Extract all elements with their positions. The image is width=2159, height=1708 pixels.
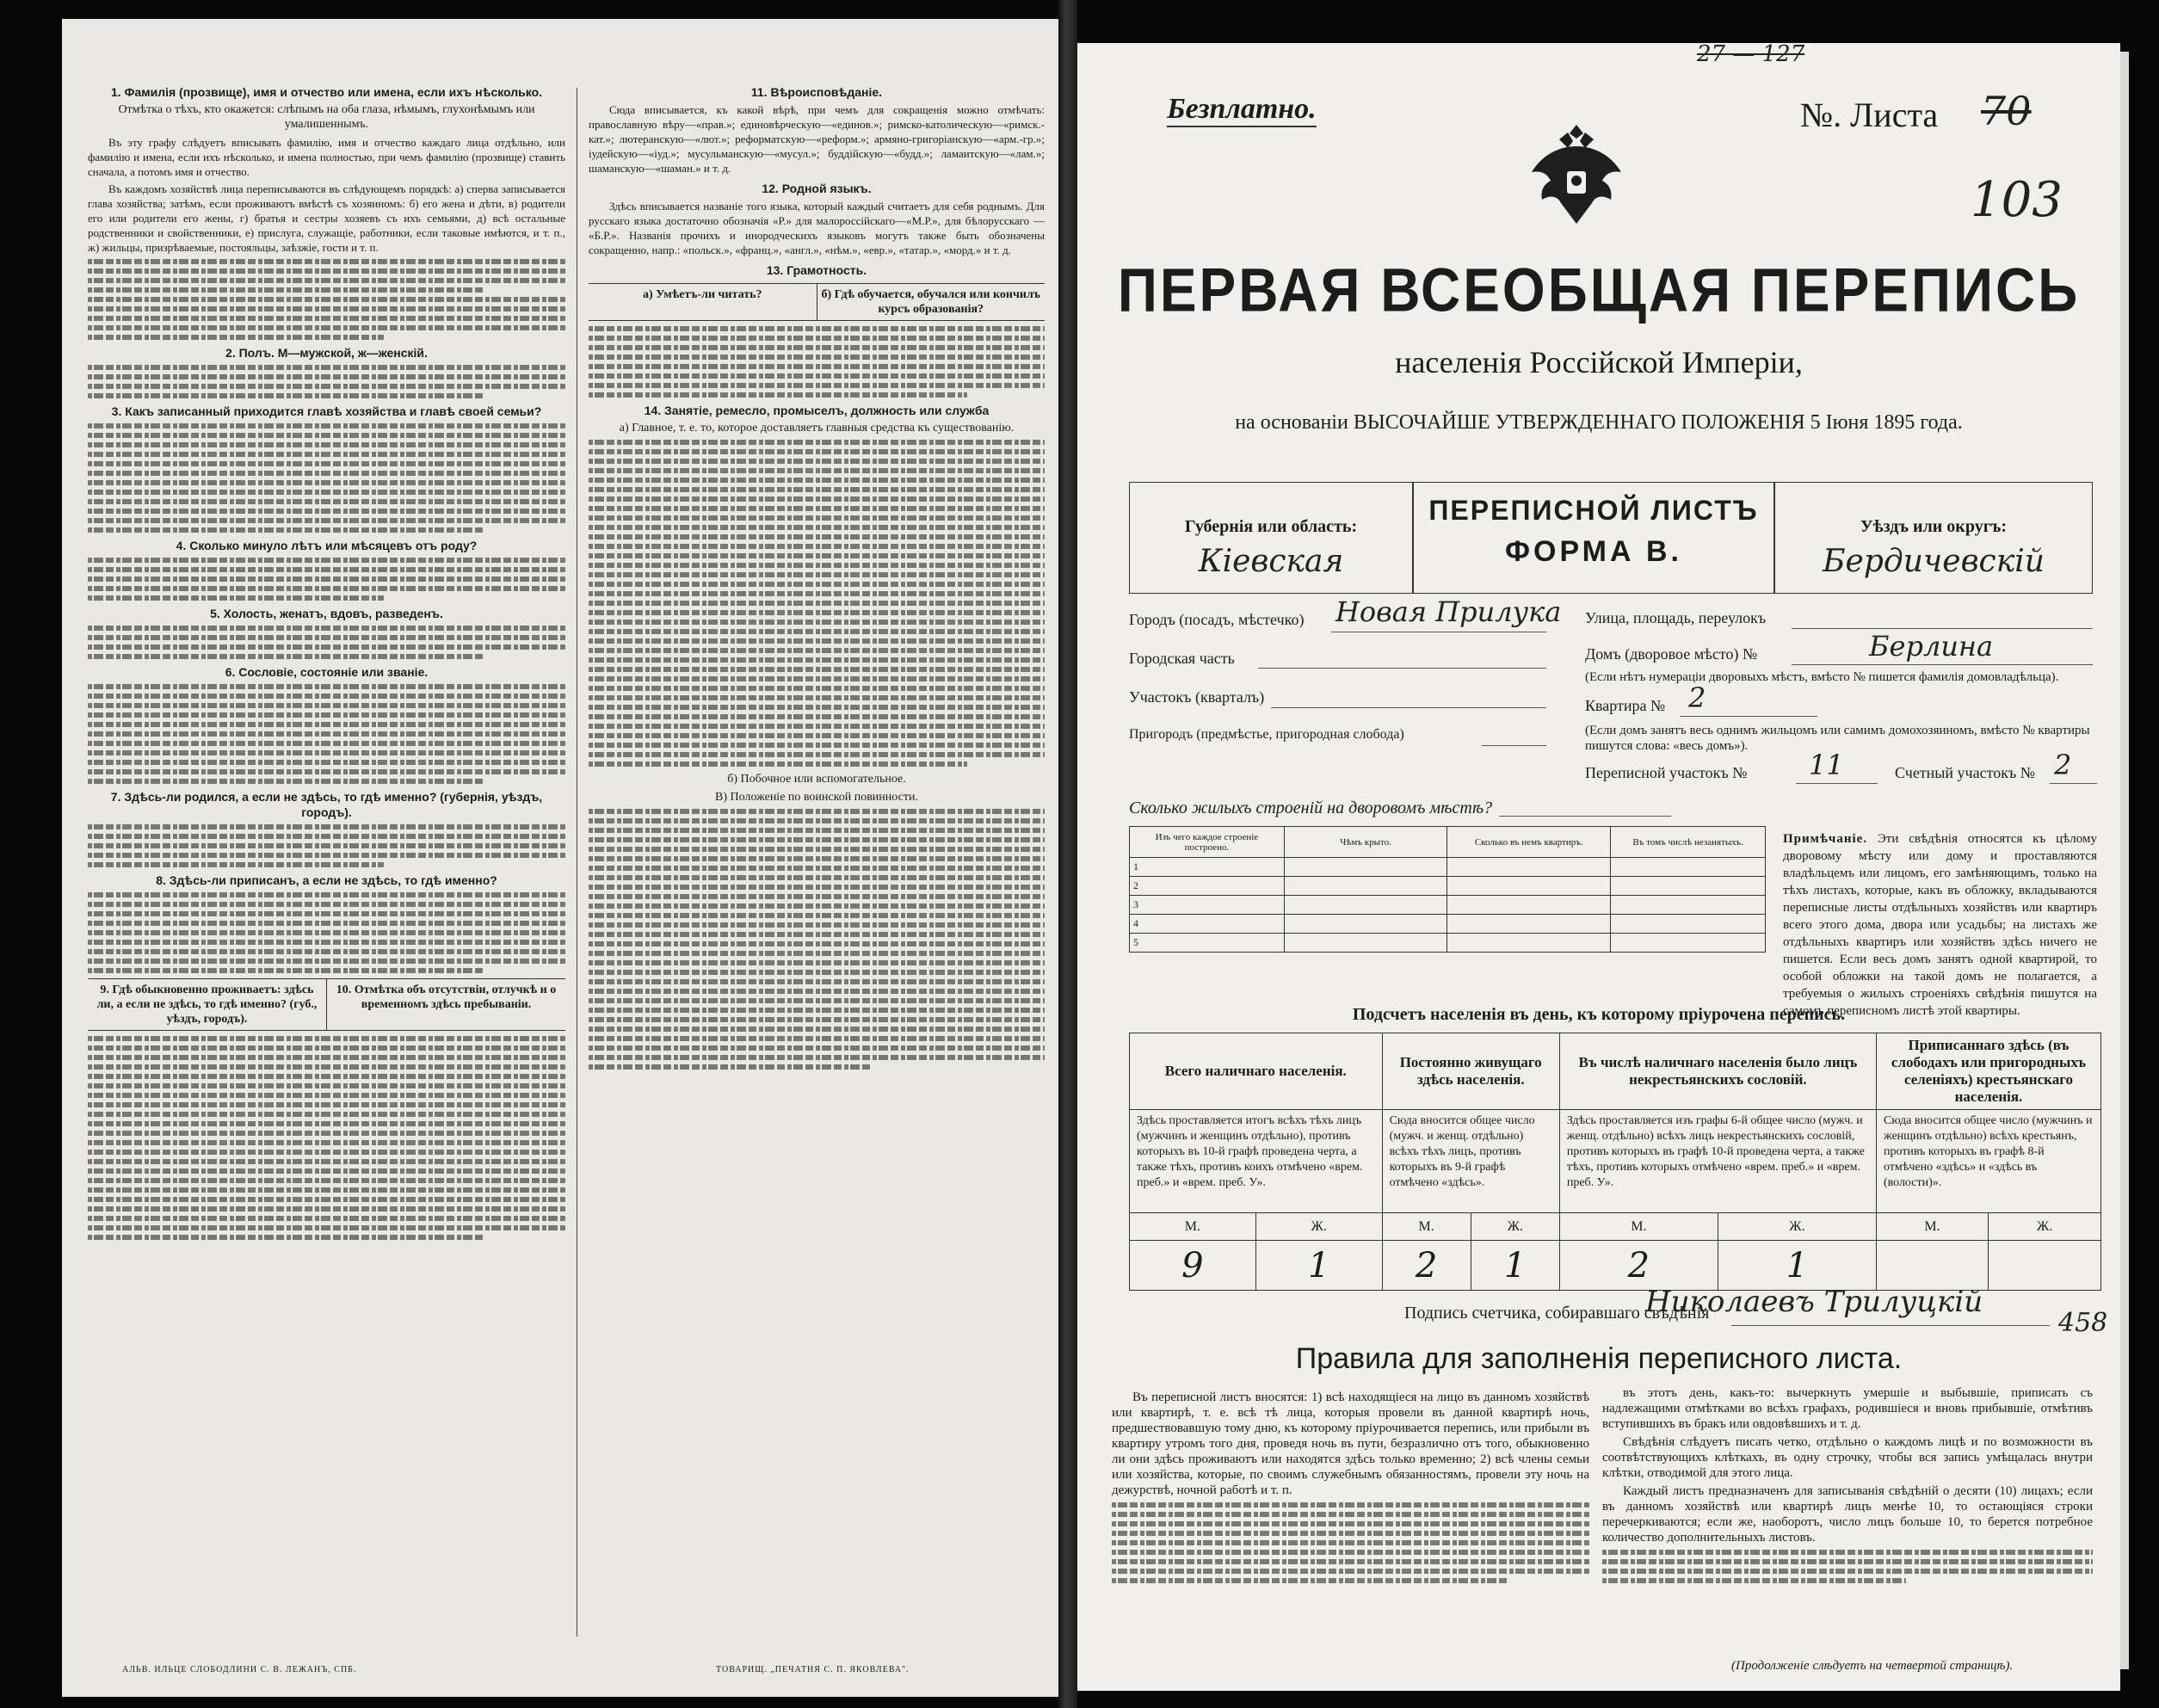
note-title: Примѣчаніе. [1783,832,1868,846]
text-lines [88,824,565,867]
table-header: Постоянно живущаго здѣсь населенія. [1382,1033,1559,1110]
district-field [1129,688,1264,706]
section-title: 11. Вѣроисповѣданіе. [750,85,883,99]
section-subtitle: б) Гдѣ обучается, обучался или кончилъ курсъ образованія? [817,284,1046,320]
form-name: ФОРМА В. [1504,535,1683,568]
paragraph: Въ переписной листъ вносятся: 1) всѣ находящіеся на лицо въ данномъ хозяйствѣ или квартирѣ, т. е. всѣ тѣ лица, которыя провели въ данной квартирѣ ночь, предшествовавшую тому дню, къ которому пріурочивается перепись, или прибыли въ квартиру утромъ того дня, проведя ночь въ пути, безразлично отъ того, обыкновенно ли они здѣсь проживаютъ или находятся здѣсь только временно; 2) всѣ члены семьи или хозяйства, которые, по своимъ служебнымъ обязанностямъ, провели эту ночь на дежурствѣ, ночной работѣ и т. п. [1112,1390,1589,1497]
table-header-row [1130,827,1766,858]
underline [2050,783,2097,784]
uezd-label: Уѣздъ или округъ: [1860,517,2008,536]
text-lines [589,326,1045,398]
paragraph: Здѣсь вписывается названіе того языка, который каждый считаетъ для себя роднымъ. Для русскаго языка достаточно обозначія «Р.» для малороссійскаго—«М.Р.», для бѣлорусскаго — «Б.Р.». Названія прочихъ и инородческихъ языковъ могутъ также быть обозначены сокращенно, напр.: «польск.», «франц.», «англ.», «нѣм.», «евр.», «татар.», «морд.» и т. д. [589,200,1045,256]
text-lines [88,423,565,533]
page-edge [2120,52,2129,1669]
paragraph: Свѣдѣнія слѣдуетъ писать четко, отдѣльно о каждомъ лицѣ и по возможности въ соотвѣтствующихъ клѣткахъ, въ одну строчку, чтобы вся запись умѣщалась внутри клѣтки, отводимой для этого лица. [1602,1435,2093,1480]
continuation-note: (Продолженіе слѣдуетъ на четвертой страницѣ). [1731,1659,2014,1673]
text-lines [589,440,1045,767]
table-row [1130,934,1766,953]
row-number: 5 [1130,934,1285,953]
female-label: Ж. [1718,1213,1876,1241]
text-lines [88,558,565,601]
count-value: 9 [1130,1241,1256,1291]
rules-column-2 [1602,1385,2093,1588]
female-label: Ж. [1471,1213,1559,1241]
row-number: 4 [1130,915,1285,934]
printer-imprint: ТОВАРИЩ. „ПЕЧАТНЯ С. П. ЯКОВЛЕВА". [716,1665,910,1674]
instructions-column-2 [589,79,1045,1075]
street-label: Улица, площадь, переулокъ [1585,609,1767,626]
underline [1792,664,2093,665]
count-district-label: Счетный участокъ № [1895,764,2035,781]
underline [1482,745,1546,746]
male-label: М. [1382,1213,1471,1241]
population-count-title: Подсчетъ населенія въ день, къ которому пріурочена перепись. [1352,1005,1846,1024]
column-description: Здѣсь проставляется изъ графы 6-й общее число (мужч. и женщ. отдѣльно) всѣхъ лицъ некрестьянскихъ сословій, противъ которыхъ въ графѣ 10-й проведена черта, а также тѣхъ, противъ которыхъ отмѣчено «врем. преб.» и «врем. преб. У». [1559,1110,1876,1213]
left-page [62,19,1058,1697]
male-label: М. [1130,1213,1256,1241]
table-row [1130,858,1766,877]
section-split-box [88,978,565,1031]
row-number: 3 [1130,896,1285,915]
table-row [1130,1213,2101,1241]
section-subtitle: а) Главное, т. е. то, которое доставляетъ главныя средства къ существованію. [619,422,1015,435]
page-mark: 458 [2058,1308,2108,1338]
suburb-label: Пригородъ (предмѣстье, пригородная слобода) [1129,727,1404,742]
sheet-number-crossed: 70 [1981,88,2032,134]
city-field [1129,595,1562,629]
table-header: Въ числѣ наличнаго населенія было лицъ некрестьянскихъ сословій. [1559,1033,1876,1110]
text-lines [88,365,565,398]
section-title: 8. Здѣсь-ли приписанъ, а если не здѣсь, то гдѣ именно? [156,873,497,887]
table-row [1130,1241,2101,1291]
house-note: (Если нѣтъ нумераціи дворовыхъ мѣстъ, вмѣсто № пишется фамилія домовладѣльца). [1585,670,2059,684]
flat-value: 2 [1688,681,1706,714]
right-page [1077,43,2120,1691]
section-title: 12. Родной языкъ. [762,182,872,195]
underline [1796,783,1878,784]
gubernia-label: Губернія или область: [1184,517,1358,536]
buildings-note [1783,830,2097,1020]
section-title: 2. Полъ. М—мужской, ж—женскій. [225,346,428,360]
underline [1792,628,2093,629]
house-label: Домъ (дворовое мѣсто) № [1585,645,1758,663]
table-header: Въ томъ числѣ незанятыхъ. [1611,827,1766,858]
uezd-value: Бердичевскій [1823,544,2045,579]
city-part-field [1129,650,1235,668]
count-value: 1 [1471,1241,1559,1291]
flat-field [1585,681,1706,715]
form-title: ПЕРЕПИСНОЙ ЛИСТЪ [1428,495,1759,526]
underline [1499,816,1671,817]
book-gutter [1058,0,1077,1708]
table-header: Сколько въ немъ квартиръ. [1447,827,1611,858]
column-description: Здѣсь проставляется итогъ всѣхъ тѣхъ лицъ (мужчинъ и женщинъ отдѣльно), противъ которыхъ въ 10-й графѣ проведена черта, а также тѣхъ, противъ коихъ отмѣчено «врем. преб.» и «врем. преб. У». [1130,1110,1383,1213]
street-field [1585,609,1766,627]
paragraph: въ этотъ день, какъ-то: вычеркнуть умершіе и выбывшіе, приписать съ надлежащими отмѣтками во всѣхъ графахъ, родившіеся и вновь прибывшіе, отмѣтивъ вступившихъ въ бракъ или овдовѣвшихъ и т. д. [1602,1386,2093,1431]
document-subtitle: населенія Россійской Имперіи, [1395,345,1803,379]
printer-imprint: АЛЬВ. ИЛЬЦЕ СЛОБОДЛИНИ С. В. ЛЕЖАНЪ, СПБ. [122,1665,357,1674]
double-headed-eagle-icon [1525,120,1628,232]
female-label: Ж. [1989,1213,2101,1241]
table-row [1130,896,1766,915]
population-count-table [1129,1033,2101,1291]
count-district-value: 2 [2054,749,2072,781]
column-description: Сюда вносится общее число (мужчинъ и женщинъ отдѣльно) всѣхъ крестьянъ, противъ которыхъ въ графѣ 8-й отмѣчено «здѣсь» и «здѣсь въ (волости)». [1876,1110,2100,1213]
instructions-column-1 [88,79,565,1245]
table-header: Изъ чего каждое строеніе построено. [1130,827,1285,858]
text-lines [88,1036,565,1240]
section-title: 10. Отмѣтка объ отсутствіи, отлучкѣ и о временномъ здѣсь пребываніи. [326,979,565,1030]
city-value: Новая Прилука [1335,595,1562,628]
table-row [1130,877,1766,896]
count-value: 2 [1382,1241,1471,1291]
section-title: 13. Грамотность. [766,263,867,277]
section-subtitle: а) Умѣетъ-ли читать? [643,288,762,301]
flat-note: (Если домъ занятъ весь однимъ жильцомъ или самимъ домохозяиномъ, вмѣсто № квартиры пишутся слова: «весь домъ»). [1585,724,2090,753]
section-title: 4. Сколько минуло лѣтъ или мѣсяцевъ отъ роду? [176,539,478,552]
rules-column-1 [1112,1390,1589,1588]
city-part-label: Городская часть [1129,650,1235,667]
table-header: Всего наличнаго населенія. [1130,1033,1383,1110]
count-value [1989,1241,2101,1291]
section-title: 7. Здѣсь-ли родился, а если не здѣсь, то гдѣ именно? (губернія, уѣздъ, городъ). [110,790,543,819]
signature-label: Подпись счетчика, собиравшаго свѣдѣнія [1404,1304,1710,1323]
column-description: Сюда вносится общее число (мужч. и женщ. отдѣльно) всѣхъ тѣхъ лицъ, противъ которыхъ въ 9-й графѣ отмѣчено «здѣсь». [1382,1110,1559,1213]
section-split-box [589,283,1045,321]
section-title: 5. Холость, женатъ, вдовъ, разведенъ. [210,607,443,620]
census-district-field [1585,749,1844,782]
buildings-table [1129,826,1766,953]
female-label: Ж. [1255,1213,1382,1241]
table-header: Чѣмъ крыто. [1284,827,1447,858]
legal-basis: на основаніи ВЫСОЧАЙШЕ УТВЕРЖДЕННАГО ПОЛОЖЕНІЯ 5 Іюня 1895 года. [1235,411,1963,434]
house-field [1585,630,1994,663]
signature-value: Николаевъ Трилуцкій [1645,1285,1983,1319]
row-number: 1 [1130,858,1285,877]
section-subtitle: Отмѣтка о тѣхъ, кто окажется: слѣпымъ на оба глаза, нѣмымъ, глухонѣмымъ или умалишеннымъ. [118,103,535,131]
table-row [1130,1110,2101,1213]
table-header-row [1130,1033,2101,1110]
section-title: 14. Занятіе, ремесло, промыселъ, должность или служба [644,404,990,417]
text-lines [88,684,565,784]
section-subtitle: б) Побочное или вспомогательное. [727,773,906,786]
count-district-field [1895,749,2072,782]
paragraph: Сюда вписывается, къ какой вѣрѣ, при чемъ для сокращенія можно отмѣчать: православную вѣру—«прав.»; единовѣрческую—«единов.»; римско-католическую—«римск.-кат.»; лютеранскую—«лют.»; реформатскую—«реформ.»; армяно-григоріанскую—«арм.-гр.»; іудейскую—«іуд.»; мусульманскую—«мусул.»; буддійскую—«будд.»; ламаитскую—«лам.»; шаманскую—«шаман.» и т. д. [589,103,1045,175]
male-label: М. [1559,1213,1718,1241]
gubernia-value: Кіевская [1198,544,1344,579]
uezd-box [1774,482,2093,594]
paragraph: Каждый листъ предназначенъ для записыванія свѣдѣній о десяти (10) лицахъ; если въ данномъ хозяйствѣ или квартирѣ лицъ менѣе 10, то остающіяся строки перечеркиваются; если же, наоборотъ, число лицъ больше 10, то берется потребное количество дополнительныхъ листовъ. [1602,1484,2093,1545]
table-row [1130,915,1766,934]
rules-title: Правила для заполненія переписного листа. [1295,1342,1903,1375]
sheet-number [1800,88,2032,135]
count-value [1876,1241,1988,1291]
text-lines [589,809,1045,1070]
city-label: Городъ (посадъ, мѣстечко) [1129,611,1305,628]
text-lines [88,626,565,659]
paragraph: Въ эту графу слѣдуетъ вписывать фамилію, имя и отчество каждаго лица отдѣльно, или фамилію и имена, если ихъ нѣсколько, и имена полностью, при чемъ фамилію (прозвище) ставить сначала, а потомъ имя и отчество. [88,136,565,178]
form-box [1413,482,1774,594]
section-subtitle: В) Положеніе по воинской повинности. [715,791,918,804]
census-district-label: Переписной участокъ № [1585,764,1748,781]
section-title: 1. Фамилія (прозвище), имя и отчество или имена, если ихъ нѣсколько. [110,85,543,99]
count-value: 1 [1255,1241,1382,1291]
buildings-question: Сколько жилыхъ строеній на дворовомъ мѣстѣ? [1129,799,1493,817]
sheet-label: №. Листа [1800,96,1939,134]
count-value: 1 [1718,1241,1876,1291]
male-label: М. [1876,1213,1988,1241]
section-title: 9. Гдѣ обыкновенно проживаетъ: здѣсь ли, а если не здѣсь, то гдѣ именно? (губ., уѣздъ, городъ). [96,983,318,1026]
flat-label: Квартира № [1585,697,1666,714]
text-lines [88,259,565,340]
house-value: Берлина [1869,630,1994,663]
count-value: 2 [1559,1241,1718,1291]
text-lines [88,892,565,973]
text-lines [1602,1550,2093,1583]
signature-field [1404,1285,1983,1323]
district-label: Участокъ (кварталъ) [1129,688,1265,706]
text-lines [1112,1502,1589,1583]
section-title: 6. Сословіе, состояніе или званіе. [225,665,429,679]
section-title: 3. Какъ записанный приходится главѣ хозяйства и главѣ своей семьи? [111,404,542,418]
table-header: Приписаннаго здѣсь (въ слободахъ или пригородныхъ селеніяхъ) крестьянскаго населенія. [1876,1033,2100,1110]
underline [1258,668,1546,669]
underline [1731,1325,2050,1326]
crossed-number: 27 — 127 [1697,43,1805,67]
note-text: Эти свѣдѣнія относятся къ цѣлому дворовому мѣсту или дому и проставляются владѣльцемъ или лицомъ, его замѣняющимъ, только на тѣхъ листахъ, которые, какъ въ обложку, вкладываются переписные листы отдѣльныхъ хозяйствъ или квартиръ всего этого дома, двора или усадьбы; на листахъ же отдѣльныхъ квартиръ или хозяйствъ здѣсь ничего не пишется. Если весь домъ занятъ одной квартирой, то особой обложки на такой домъ не полагается, а требуемыя о жилыхъ строеніяхъ свѣдѣнія пишутся на самомъ переписномъ листѣ этой квартиры. [1783,832,2098,1018]
free-label: Безплатно. [1167,93,1317,127]
suburb-field [1129,727,1404,743]
paragraph: Въ каждомъ хозяйствѣ лица переписываются въ слѣдующемъ порядкѣ: а) сперва записывается глава хозяйства; затѣмъ, если проживаютъ вмѣстѣ съ хозяиномъ: б) его жена и дѣти, в) родители его или родители его жены, г) братья и сестры хозяевъ съ ихъ семьями, д) всѣ остальные родственники и свойственники, е) прислуга, служащіе, работники, если таковые имѣются, и т. п., ж) жильцы, призрѣваемые, постояльцы, заѣзжіе, гости и т. п. [88,182,565,254]
row-number: 2 [1130,877,1285,896]
underline [1271,707,1546,708]
census-district-value: 11 [1809,749,1844,781]
document-title: ПЕРВАЯ ВСЕОБЩАЯ ПЕРЕПИСЬ [1117,255,2081,325]
sheet-number-handwritten: 103 [1971,172,2063,228]
gubernia-box [1129,482,1413,594]
underline [1680,716,1817,717]
